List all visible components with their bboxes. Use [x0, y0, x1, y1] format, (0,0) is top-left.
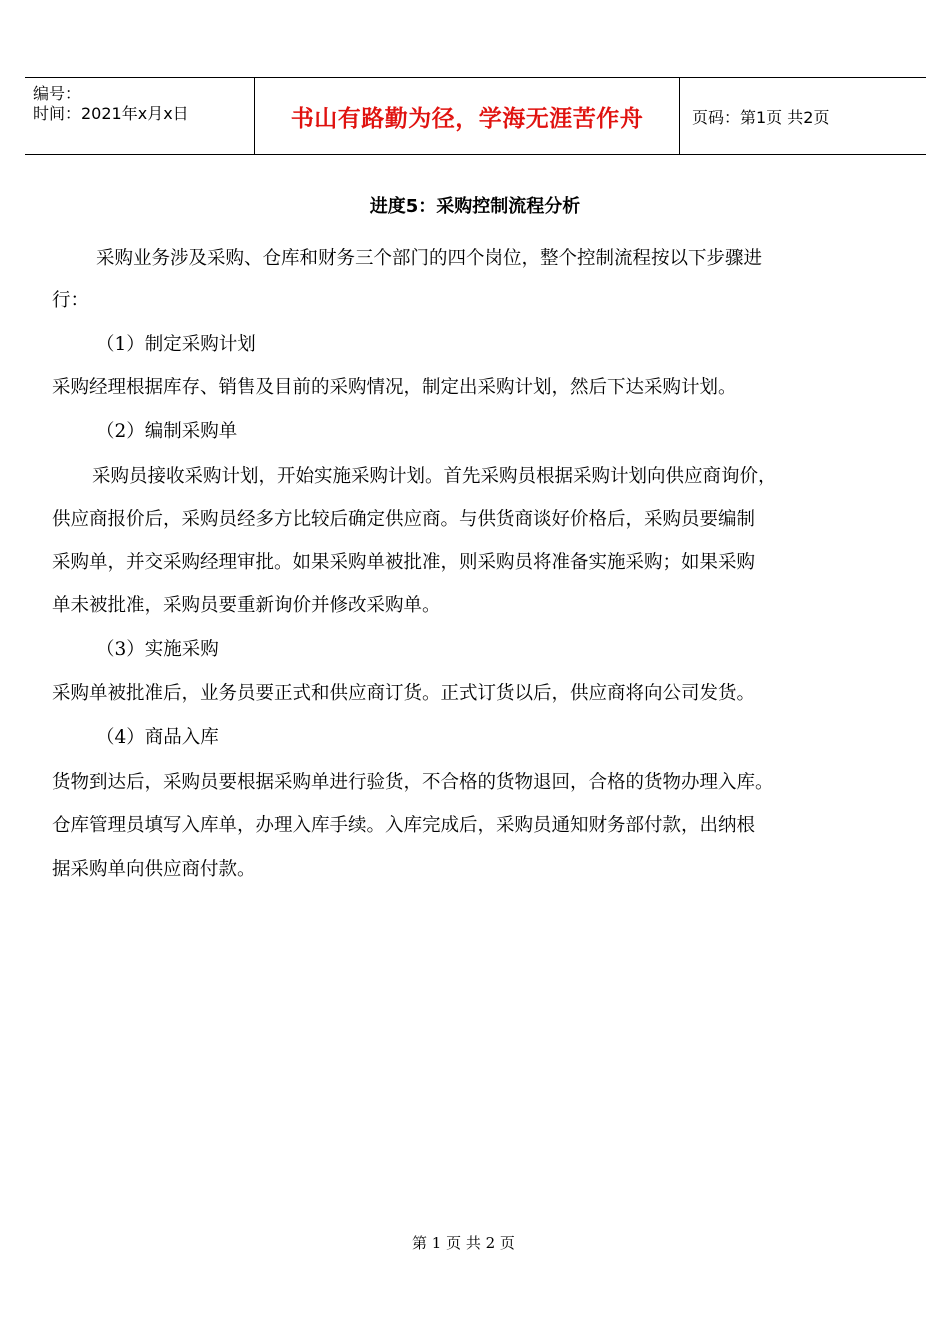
step4-line-3: 据采购单向供应商付款。 [52, 859, 256, 880]
step2-line-4: 单未被批准，采购员要重新询价并修改采购单。 [52, 595, 441, 616]
page-info-text: 页码：第1页 共2页 [692, 107, 830, 127]
step2-line-3: 采购单，并交采购经理审批。如果采购单被批准，则采购员将准备实施采购；如果采购 [52, 552, 756, 573]
header-page-info [680, 78, 926, 154]
document-header [25, 77, 926, 155]
intro-line-1: 采购业务涉及采购、仓库和财务三个部门的四个岗位，整个控制流程按以下步骤进 [96, 248, 763, 269]
step1-heading: （1）制定采购计划 [96, 334, 256, 355]
page-footer: 第 1 页 共 2 页 [412, 1234, 515, 1252]
step2-line-1: 采购员接收采购计划，开始实施采购计划。首先采购员根据采购计划向供应商询价， [92, 466, 777, 487]
header-motto: 书山有路勤为径，学海无涯苦作舟 [290, 105, 644, 132]
step3-body: 采购单被批准后，业务员要正式和供应商订货。正式订货以后，供应商将向公司发货。 [52, 683, 756, 704]
step4-line-1: 货物到达后，采购员要根据采购单进行验货，不合格的货物退回，合格的货物办理入库。 [52, 772, 774, 793]
step2-line-2: 供应商报价后，采购员经多方比较后确定供应商。与供货商谈好价格后，采购员要编制 [52, 509, 756, 530]
step3-heading: （3）实施采购 [96, 639, 219, 660]
header-meta [25, 78, 254, 154]
intro-line-2: 行： [52, 290, 90, 311]
step4-heading: （4）商品入库 [96, 727, 219, 748]
document-title: 进度5：采购控制流程分析 [369, 196, 581, 217]
document-time-label: 时间：2021年x月x日 [33, 104, 189, 123]
step2-heading: （2）编制采购单 [96, 421, 238, 442]
header-motto-cell [254, 78, 680, 154]
step4-line-2: 仓库管理员填写入库单，办理入库手续。入库完成后，采购员通知财务部付款，出纳根 [52, 815, 756, 836]
document-number-label: 编号： [33, 84, 82, 103]
step1-body: 采购经理根据库存、销售及目前的采购情况，制定出采购计划，然后下达采购计划。 [52, 377, 737, 398]
